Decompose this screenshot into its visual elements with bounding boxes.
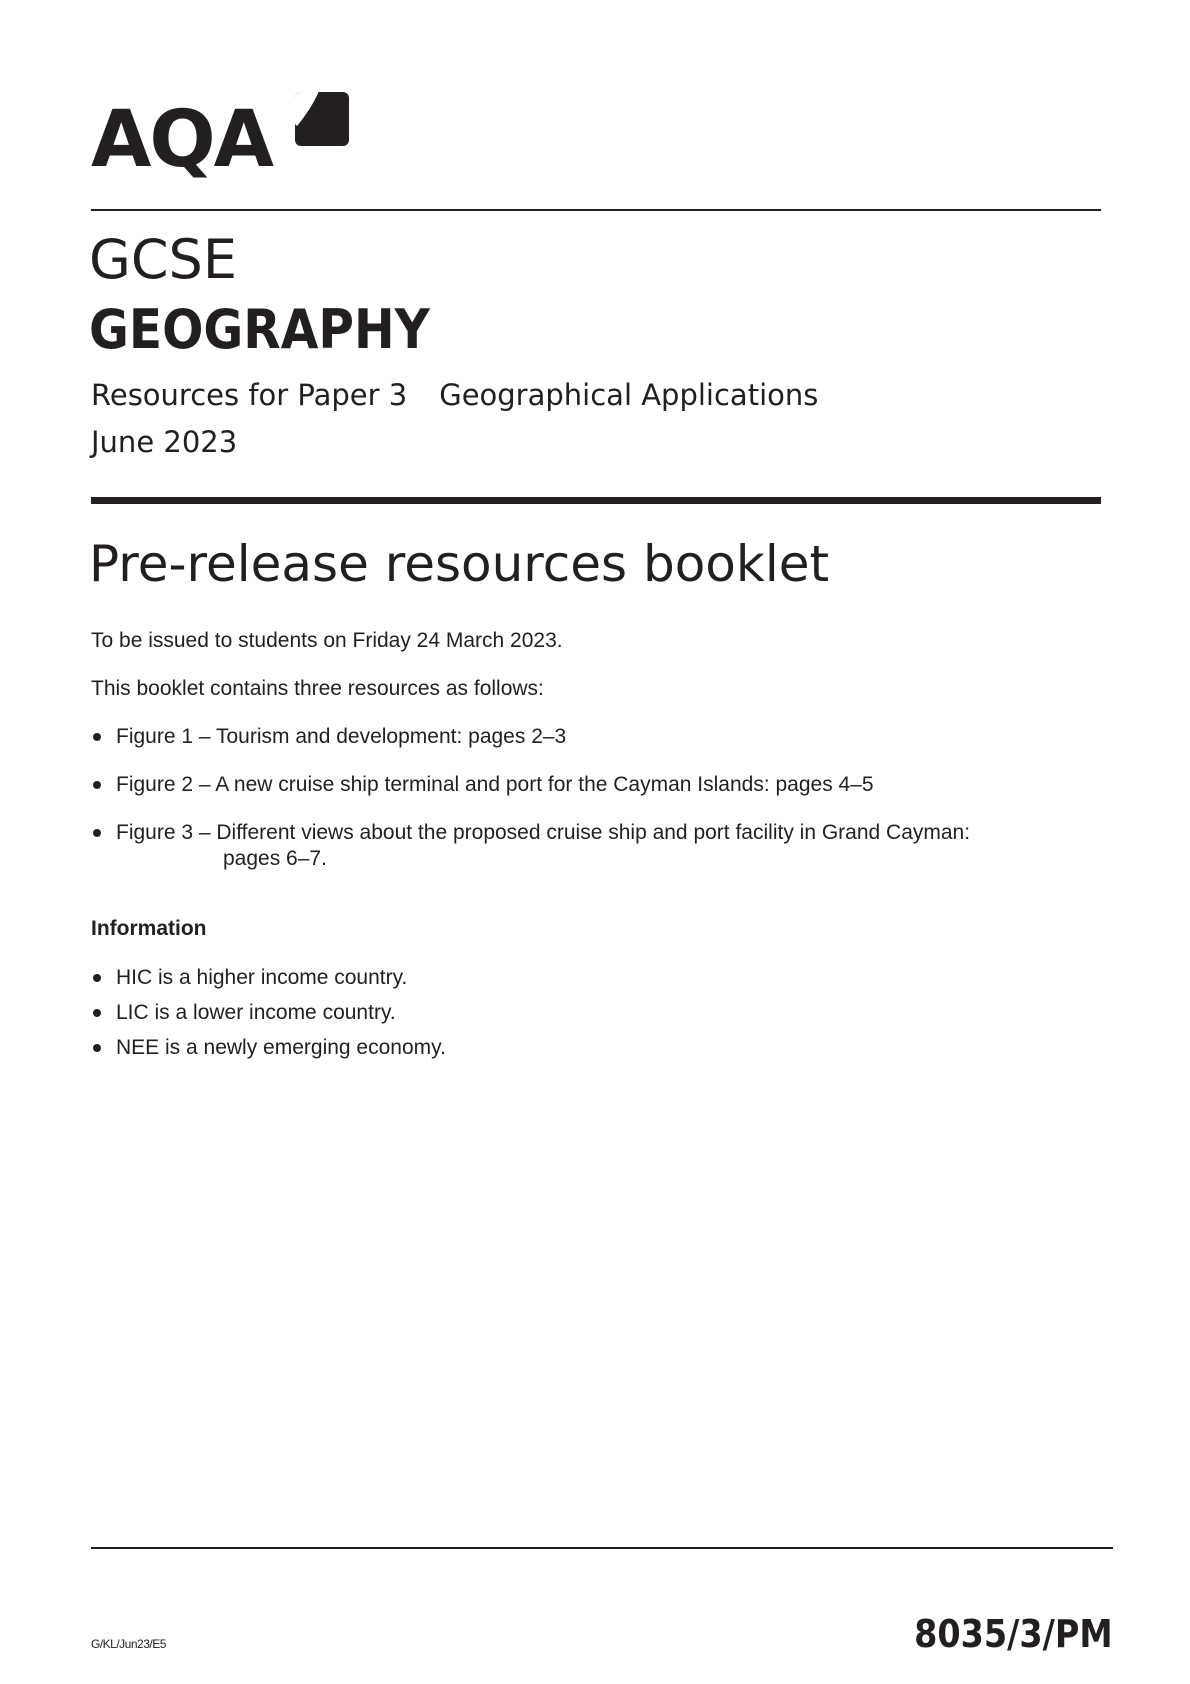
top-divider (91, 209, 1101, 211)
paper-line (91, 378, 818, 412)
contents-intro: This booklet contains three resources as follows: (91, 677, 544, 700)
bullet-icon (93, 733, 101, 741)
bullet-icon (93, 1009, 101, 1017)
subject: GEOGRAPHY (89, 298, 430, 361)
leaf-icon (295, 92, 349, 146)
booklet-title: Pre-release resources booklet (89, 535, 830, 593)
logo-text: AQA (91, 95, 273, 185)
exam-date: June 2023 (91, 425, 238, 459)
aqa-logo (91, 92, 351, 185)
bullet-icon (93, 781, 101, 789)
document-reference: G/KL/Jun23/E5 (91, 1637, 166, 1651)
bottom-divider (91, 1547, 1113, 1549)
paper-title: Geographical Applications (439, 378, 819, 412)
bullet-icon (93, 1044, 101, 1052)
issue-date-text: To be issued to students on Friday 24 March 2023. (91, 629, 563, 652)
bullet-icon (93, 974, 101, 982)
information-heading: Information (91, 917, 207, 940)
qualification: GCSE (89, 228, 237, 291)
paper: Resources for Paper 3 (91, 378, 408, 412)
bullet-icon (93, 829, 101, 837)
paper-code: 8035/3/PM (914, 1612, 1113, 1656)
thick-divider (91, 497, 1101, 504)
